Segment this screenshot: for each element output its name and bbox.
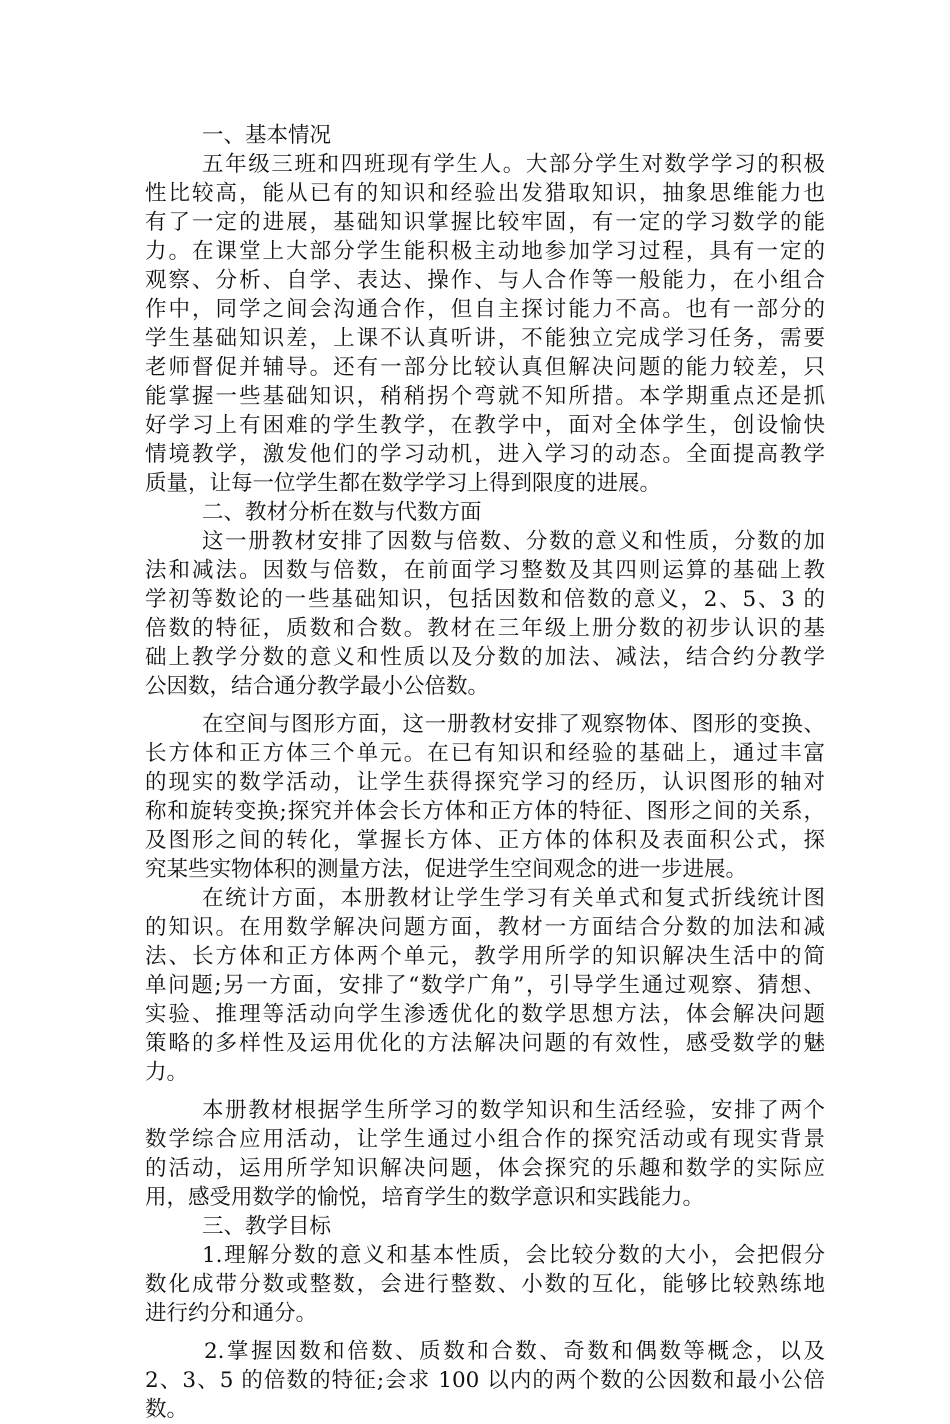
text-line: 学初等数论的一些基础知识，包括因数和倍数的意义，2、5、3 的 bbox=[145, 587, 825, 612]
text-line: 数。 bbox=[145, 1397, 189, 1422]
text-line: 公因数，结合通分教学最小公倍数。 bbox=[145, 674, 490, 699]
heading-line: 三、教学目标 bbox=[202, 1214, 332, 1239]
paragraph-number-algebra bbox=[145, 527, 825, 701]
section-heading-teaching-goals bbox=[145, 1212, 825, 1241]
text-line: 本册教材根据学生所学习的数学知识和生活经验，安排了两个 bbox=[202, 1098, 825, 1123]
section-heading-basic-situation bbox=[145, 121, 825, 150]
paragraph-applied-activities bbox=[145, 1096, 825, 1212]
document-page bbox=[145, 121, 825, 1424]
text-line: 1.理解分数的意义和基本性质，会比较分数的大小，会把假分 bbox=[202, 1243, 825, 1268]
paragraph-statistics bbox=[145, 884, 825, 1087]
text-line: 力。在课堂上大部分学生能积极主动地参加学习过程，具有一定的 bbox=[145, 239, 825, 264]
text-line: 长方体和正方体三个单元。在已有知识和经验的基础上，通过丰富 bbox=[145, 741, 825, 766]
text-line: 的知识。在用数学解决问题方面，教材一方面结合分数的加法和减 bbox=[145, 915, 825, 940]
section-heading-textbook-analysis bbox=[145, 498, 825, 527]
text-line: 能掌握一些基础知识，稍稍拐个弯就不知所措。本学期重点还是抓 bbox=[145, 384, 825, 409]
text-line: 学生基础知识差，上课不认真听讲，不能独立完成学习任务，需要 bbox=[145, 326, 825, 351]
text-line: 进行约分和通分。 bbox=[145, 1301, 318, 1326]
text-line: 究某些实物体积的测量方法，促进学生空间观念的进一步进展。 bbox=[145, 857, 748, 882]
text-line: 2.掌握因数和倍数、质数和合数、奇数和偶数等概念，以及 bbox=[204, 1339, 825, 1364]
text-line: 数学综合应用活动，让学生通过小组合作的探究活动或有现实背景 bbox=[145, 1127, 825, 1152]
text-line: 数化成带分数或整数，会进行整数、小数的互化，能够比较熟练地 bbox=[145, 1272, 825, 1297]
text-line: 用，感受用数学的愉悦，培育学生的数学意识和实践能力。 bbox=[145, 1185, 705, 1210]
heading-line: 二、教材分析在数与代数方面 bbox=[202, 500, 482, 525]
paragraph-student-situation bbox=[145, 150, 825, 498]
text-line: 倍数的特征，质数和合数。教材在三年级上册分数的初步认识的基 bbox=[145, 616, 825, 641]
text-line: 实验、推理等活动向学生渗透优化的数学思想方法，体会解决问题 bbox=[145, 1002, 825, 1027]
text-line: 性比较高，能从已有的知识和经验出发猎取知识，抽象思维能力也 bbox=[145, 181, 825, 206]
paragraph-goal-1 bbox=[145, 1241, 825, 1328]
text-line: 的现实的数学活动，让学生获得探究学习的经历，认识图形的轴对 bbox=[145, 770, 825, 795]
text-line: 础上教学分数的意义和性质以及分数的加法、减法，结合约分教学 bbox=[145, 645, 825, 670]
text-line: 好学习上有困难的学生教学，在教学中，面对全体学生，创设愉快 bbox=[145, 413, 825, 438]
text-line: 在统计方面，本册教材让学生学习有关单式和复式折线统计图 bbox=[202, 886, 825, 911]
text-line: 情境教学，激发他们的学习动机，进入学习的动态。全面提高教学 bbox=[145, 442, 825, 467]
text-line: 五年级三班和四班现有学生人。大部分学生对数学学习的积极 bbox=[202, 152, 825, 177]
text-line: 老师督促并辅导。还有一部分比较认真但解决问题的能力较差，只 bbox=[145, 355, 825, 380]
text-line: 质量，让每一位学生都在数学学习上得到限度的进展。 bbox=[145, 471, 662, 496]
text-line: 的活动，运用所学知识解决问题，体会探究的乐趣和数学的实际应 bbox=[145, 1156, 825, 1181]
text-line: 在空间与图形方面，这一册教材安排了观察物体、图形的变换、 bbox=[202, 712, 825, 737]
text-line: 这一册教材安排了因数与倍数、分数的意义和性质，分数的加 bbox=[202, 529, 825, 554]
text-line: 策略的多样性及运用优化的方法解决问题的有效性，感受数学的魅 bbox=[145, 1031, 825, 1056]
paragraph-goal-2 bbox=[145, 1337, 825, 1424]
heading-line: 一、基本情况 bbox=[202, 123, 332, 148]
text-line: 法、长方体和正方体两个单元，教学用所学的知识解决生活中的简 bbox=[145, 944, 825, 969]
text-line: 2、3、5 的倍数的特征;会求 100 以内的两个数的公因数和最小公倍 bbox=[145, 1368, 825, 1393]
text-line: 力。 bbox=[145, 1060, 189, 1085]
text-line: 作中，同学之间会沟通合作，但自主探讨能力不高。也有一部分的 bbox=[145, 297, 825, 322]
paragraph-space-geometry bbox=[145, 710, 825, 884]
text-line: 单问题;另一方面，安排了“数学广角”，引导学生通过观察、猜想、 bbox=[145, 973, 825, 998]
text-line: 观察、分析、自学、表达、操作、与人合作等一般能力，在小组合 bbox=[145, 268, 825, 293]
text-line: 称和旋转变换;探究并体会长方体和正方体的特征、图形之间的关系， bbox=[145, 799, 825, 824]
text-line: 有了一定的进展，基础知识掌握比较牢固，有一定的学习数学的能 bbox=[145, 210, 825, 235]
text-line: 法和减法。因数与倍数，在前面学习整数及其四则运算的基础上教 bbox=[145, 558, 825, 583]
text-line: 及图形之间的转化，掌握长方体、正方体的体积及表面积公式，探 bbox=[145, 828, 825, 853]
